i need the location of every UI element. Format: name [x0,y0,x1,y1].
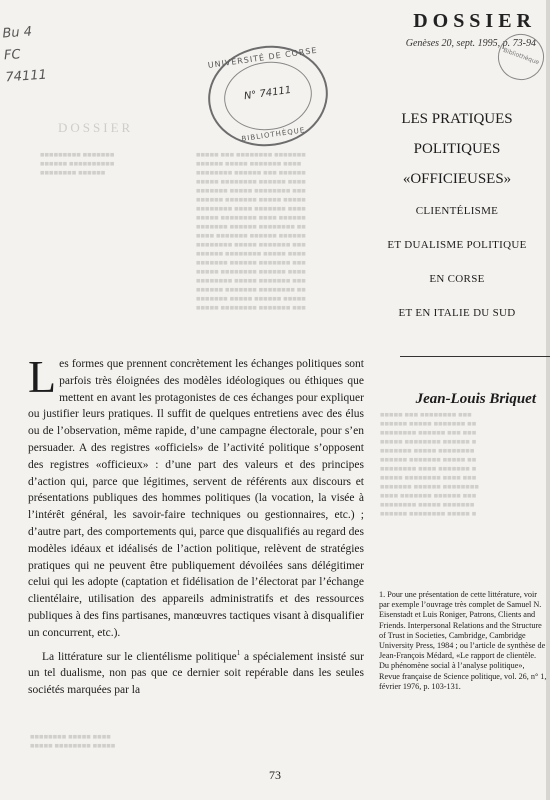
bleed-through-header: DOSSIER [58,120,134,135]
drop-cap: L [28,351,57,402]
body-paragraph [28,351,364,642]
paragraph-text: La littérature sur le clientélisme politique [42,650,237,663]
subtitle-line: ET EN ITALIE DU SUD [398,307,516,319]
handwritten-line: Bu 4 [1,24,33,42]
author-name: Jean-Louis Briquet [415,391,536,407]
paragraph-text: a spécialement insisté sur un tel dualisme, non pas que ce dernier soit repérable dans les seules sociétés marquées par la [28,650,364,696]
footnote-ref: 1 [236,648,241,657]
article-title [372,104,542,330]
bleed-through-text: ■■■■■■■■■ ■■■■■■■ ■■■■■■ ■■■■■■■■■■ ■■■■■■■■ ■■■■■■ [40,150,115,177]
article-body [28,351,364,699]
stamp-small-label: Bibliothèque [502,46,541,67]
stamp-number: N° 74111 [243,84,292,103]
handwritten-note [2,21,48,90]
subtitle-line: CLIENTÉLISME [415,205,499,217]
handwritten-line: FC [3,47,22,64]
title-line: LES PRATIQUES [401,111,513,127]
stamp-institution: UNIVERSITÉ DE CORSE [207,45,318,71]
page-number: 73 [269,768,281,782]
bleed-through-text: ■■■■■ ■■■ ■■■■■■■■ ■■■ ■■■■■■ ■■■■■ ■■■■■■■ ■■ ■■■■■■■■ ■■■■■■ ■■■ ■■■ ■■■■■ ■■■■■■■■ ■■■■■■ ■ ■■■■■■■ ■■■■■ ■■■■■■■■ ■■■■■■ ■■■■■■■ ■■■■■ ■■ ■■■■■■■■ ■■■■ ■■■■■■■ ■ ■■■■■ ■■■■■■■■ ■■■■ ■■■ ■■■■■■■ ■■■■■■ ■■■■■■■■ ■■■■ ■■■■■■■ ■■■■■■ ■■■ ■■■■■■■■ ■■■■■ ■■■■■■■ ■■■■■■ ■■■■■■■■ ■■■■■ ■ [380,410,479,518]
body-paragraph [28,645,364,699]
title-line: «OFFICIEUSES» [402,171,512,187]
bleed-through-text: ■■■■■■■■ ■■■■■ ■■■■ ■■■■■ ■■■■■■■■ ■■■■■ [30,732,116,750]
handwritten-line: 74111 [5,67,48,86]
library-stamp-small [492,28,550,87]
subtitle-line: ET DUALISME POLITIQUE [387,239,527,251]
paragraph-text: es formes que prennent concrètement les échanges politiques sont parfois très éloignées des modèles idéologiques ou éthiques que mettent en avant les protagonistes de ces échanges pour expliquer ou justifier leurs pratiques. Il suffit de quelques entretiens avec des élus ou de l’observation, même rapide, d’une campagne électorale, pour s’en persuader. A des registres «officiels» de l’activité politique s’opposent des registres «officieux» : d’une part des valeurs et des principes d’action qui, parce que légitimes, servent de référents aux discours et présentations publiques des hommes politiques (la vocation, la visée à l’intérêt général, les savoir-faire techniques ou gestionnaires, etc.) ; d’autre part, des comportements qui, parce que disqualifiés au regard des modèles idéaux et idéalisés de l’action politique, relèvent de stratégies pratiques qui ne peuvent être publiquement dévoilées sans délégitimer celui qui les adopte (captation et fidélisation de l’électorat par l’échange clientélaire, utilisation des appareils administratifs et des ressources publiques à des fins partisanes, manœuvres tactiques visant à disqualifier un concurrent, etc.). [28,358,364,639]
journal-citation: Genèses 20, sept. 1995, p. 73-94 [405,38,536,49]
title-line: POLITIQUES [413,141,501,157]
bleed-through-text: ■■■■■ ■■■ ■■■■■■■■ ■■■■■■■ ■■■■■■ ■■■■■ ■■■■■■■ ■■■■ ■■■■■■■■ ■■■■■■ ■■■ ■■■■■■ ■■■■■ ■■■■■■■■ ■■■■■■ ■■■■ ■■■■■■■ ■■■■■ ■■■■■■■■ ■■■ ■■■■■■ ■■■■■■■ ■■■■■ ■■■■■ ■■■■■■■■ ■■■■ ■■■■■■■ ■■■■ ■■■■■ ■■■■■■■■ ■■■■ ■■■■■■ ■■■■■■■ ■■■■■■ ■■■■■■■■ ■■ ■■■■ ■■■■■■■ ■■■■■■ ■■■■■■ ■■■■■■■■ ■■■■■ ■■■■■■■ ■■■ ■■■■■■ ■■■■■■■■ ■■■■■ ■■■■ ■■■■■■■ ■■■■■■ ■■■■■■■ ■■■ ■■■■■ ■■■■■■■■ ■■■■■■ ■■■■ ■■■■■■■■ ■■■■■ ■■■■■■■ ■■■ ■■■■■■ ■■■■■■■ ■■■■■■■■ ■■ ■■■■■■■ ■■■■■ ■■■■■■ ■■■■■ ■■■■■ ■■■■■■■■ ■■■■■■■ ■■■ [196,150,306,312]
subtitle-line: EN CORSE [429,273,485,285]
title-rule [400,356,550,357]
university-stamp [202,38,335,154]
stamp-department: BIBLIOTHÈQUE [241,126,306,144]
section-header: DOSSIER [413,10,536,32]
footnote: 1. Pour une présentation de cette littérature, voir par exemple l’ouvrage très complet de Samuel N. Eisenstadt et Luis Roniger, Patrons, Clients and Friends. Interpersonal Relations and the Structure of Trust in Societies, Cambridge, Cambridge University Press, 1984 ; ou l’article de synthèse de Jean-François Médard, «Le rapport de clientèle. Du phénomène social à l’analyse politique», Revue française de Science politique, vol. 26, n° 1, février 1976, p. 103-131. [379,590,547,691]
